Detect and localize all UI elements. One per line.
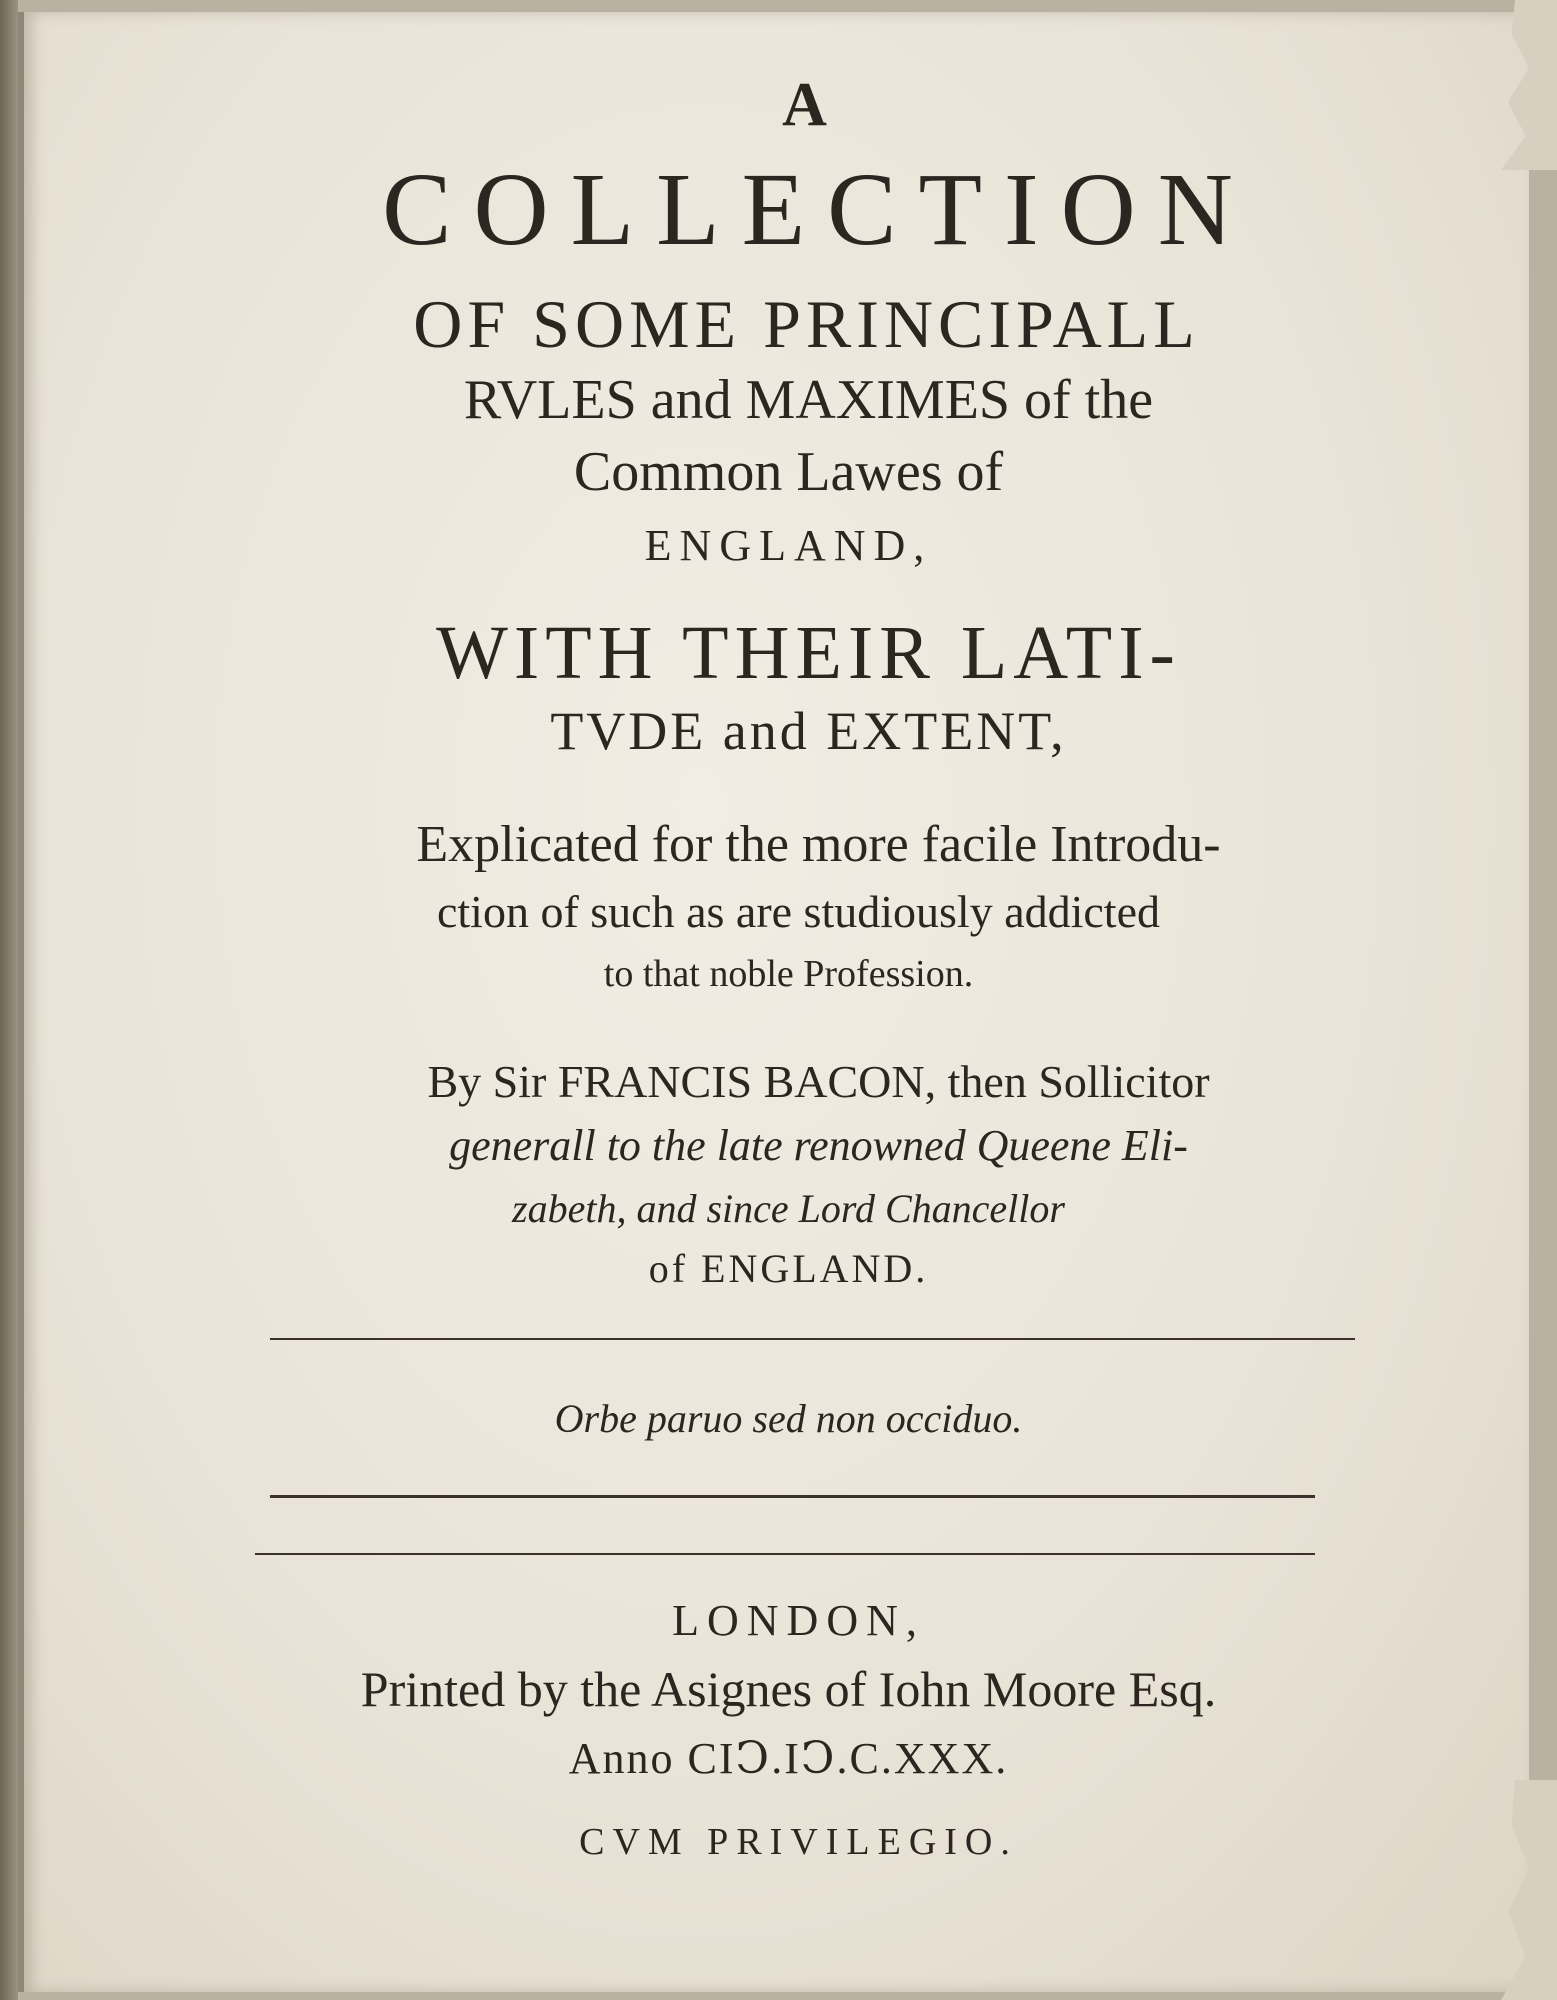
author-line4: of ENGLAND.: [648, 1246, 929, 1291]
title-article: A: [782, 71, 835, 139]
title-subtitle-line2: RVLES and MAXIMES of the: [463, 369, 1154, 431]
description-line2: ction of such as are studiously addicted: [436, 886, 1161, 937]
imprint-place: LONDON,: [672, 1596, 925, 1645]
author-line3: zabeth, and since Lord Chancellor: [512, 1186, 1065, 1231]
divider-rule-top: [270, 1338, 1355, 1340]
divider-rule-bottom: [255, 1553, 1315, 1555]
motto: Orbe paruo sed non occiduo.: [554, 1396, 1023, 1441]
title-subtitle-line3: Common Lawes of: [573, 441, 1004, 503]
title-main: COLLECTION: [382, 152, 1255, 267]
title-subtitle-line1: OF SOME PRINCIPALL: [413, 286, 1200, 362]
privilege-notice: CVM PRIVILEGIO.: [579, 1821, 1018, 1863]
description-line1: Explicated for the more facile Introdu-: [416, 816, 1221, 873]
divider-rule-middle: [270, 1495, 1315, 1498]
title-subtitle-line4: WITH THEIR LATI-: [436, 611, 1181, 695]
description-line3: to that noble Profession.: [603, 953, 974, 995]
author-line2: generall to the late renowned Queene Eli-: [449, 1121, 1188, 1170]
title-country: ENGLAND,: [644, 521, 933, 570]
imprint-date: Anno CIↃ.IↃ.C.XXX.: [568, 1734, 1009, 1783]
author-line1: By Sir FRANCIS BACON, then Sollicitor: [427, 1056, 1210, 1107]
title-subtitle-line5: TVDE and EXTENT,: [550, 701, 1067, 761]
imprint-printer: Printed by the Asignes of Iohn Moore Esq.: [360, 1661, 1217, 1717]
